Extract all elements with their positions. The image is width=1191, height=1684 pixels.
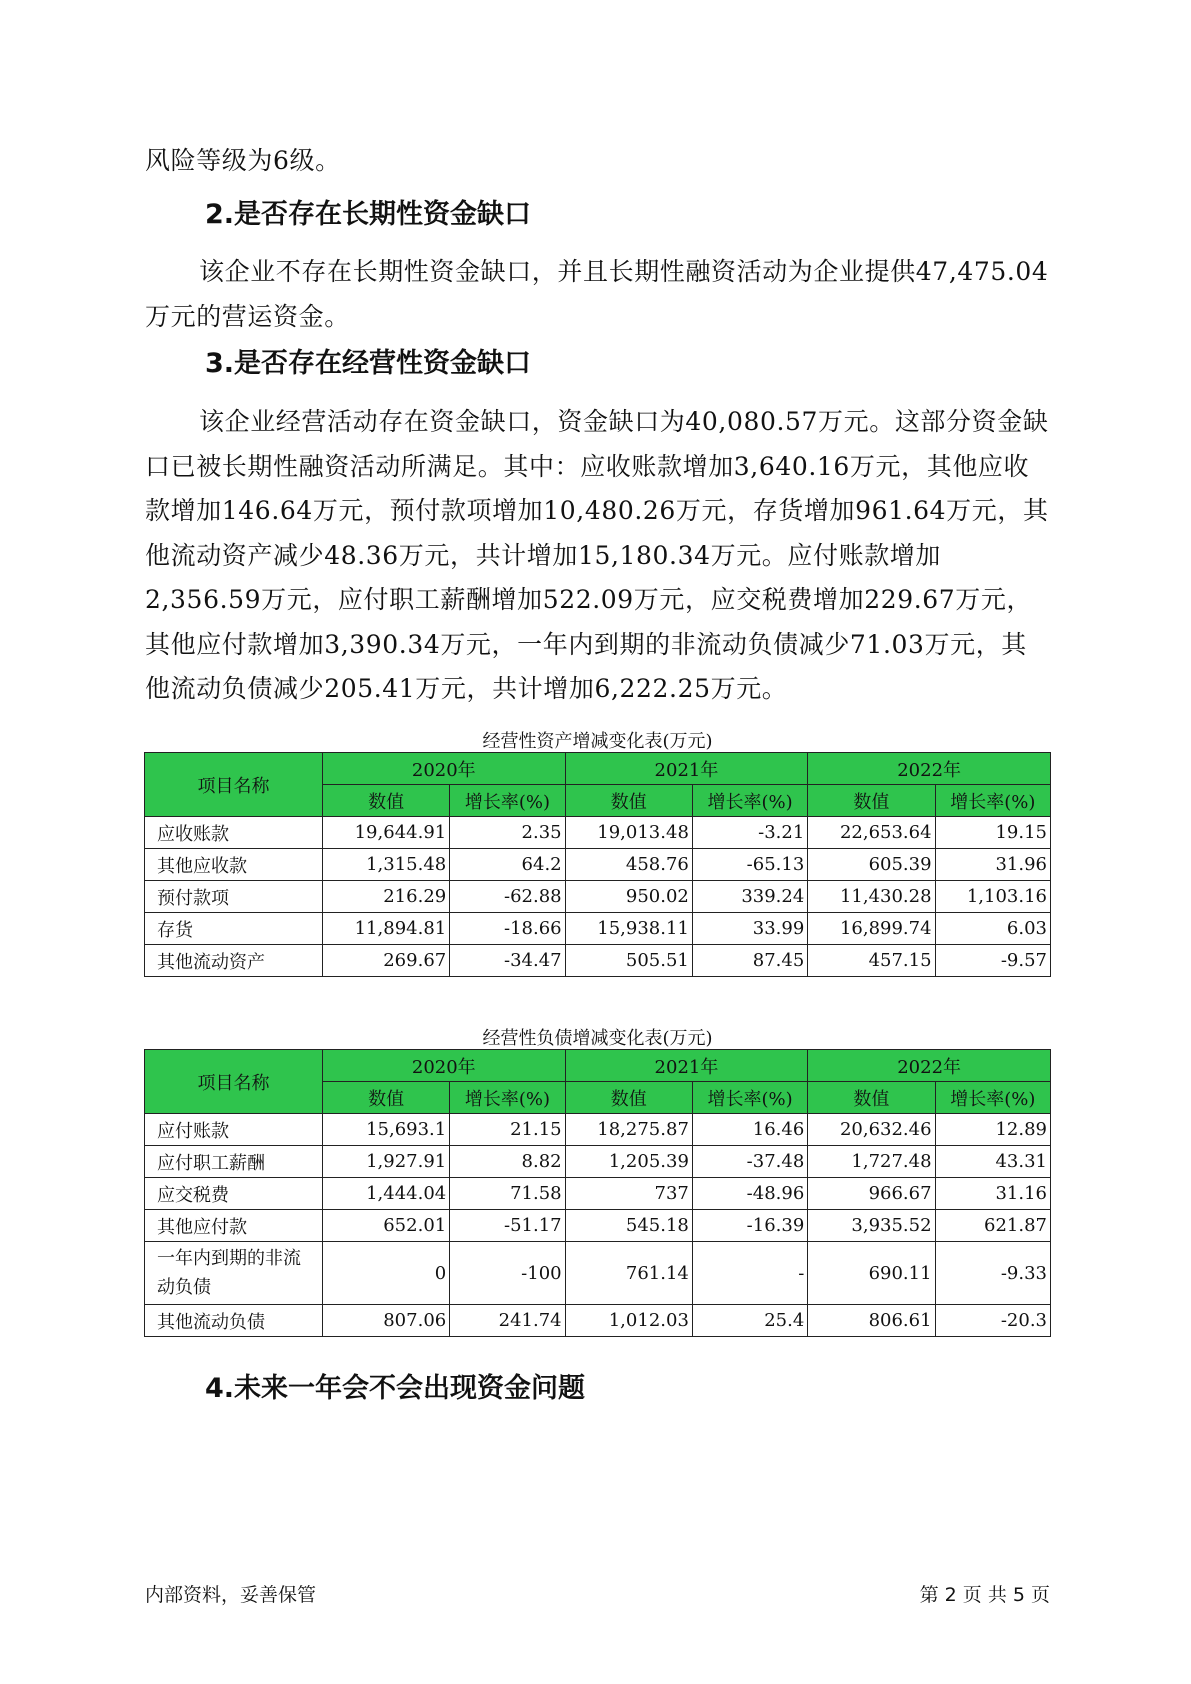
cell-value: 1,012.03	[565, 1305, 692, 1337]
row-item-name: 其他应收款	[145, 849, 323, 881]
cell-growth-rate: 33.99	[692, 913, 807, 945]
table1-caption: 经营性资产增减变化表(万元)	[482, 731, 713, 752]
cell-growth-rate: 31.16	[935, 1178, 1050, 1210]
table-row	[145, 1178, 1051, 1210]
footer-confidential-note: 内部资料，妥善保管	[145, 1584, 317, 1606]
footer-page-number: 第 2 页 共 5 页	[919, 1584, 1050, 1606]
table-row	[145, 817, 1051, 849]
table-row	[145, 849, 1051, 881]
cell-value: 15,693.1	[322, 1114, 449, 1146]
cell-value: 216.29	[322, 881, 449, 913]
cell-growth-rate: -20.3	[935, 1305, 1050, 1337]
cell-growth-rate: -3.21	[692, 817, 807, 849]
header-growth-rate: 增长率(%)	[935, 1082, 1050, 1114]
header-value: 数值	[322, 785, 449, 817]
cell-growth-rate: -9.57	[935, 945, 1050, 977]
paragraph-operating-gap: 该企业经营活动存在资金缺口，资金缺口为40,080.57万元。这部分资金缺口已被长期性融资活动所满足。其中：应收账款增加3,640.16万元，其他应收款增加146.64万元，预付款项增加10,480.26万元，存货增加961.64万元，其他流动资产减少48.36万元，共计增加15,180.34万元。应付账款增加2,356.59万元，应付职工薪酬增加522.09万元，应交税费增加229.67万元，其他应付款增加3,390.34万元，一年内到期的非流动负债减少71.03万元，其他流动负债减少205.41万元，共计增加6,222.25万元。	[145, 407, 1049, 703]
asset-change-table	[144, 752, 1051, 977]
cell-growth-rate: 8.82	[450, 1146, 565, 1178]
header-year: 2020年	[322, 753, 565, 785]
cell-growth-rate: -62.88	[450, 881, 565, 913]
cell-value: 966.67	[808, 1178, 935, 1210]
cell-value: 19,644.91	[322, 817, 449, 849]
cell-growth-rate: -100	[450, 1242, 565, 1305]
cell-value: 1,727.48	[808, 1146, 935, 1178]
cell-growth-rate: 6.03	[935, 913, 1050, 945]
table-row	[145, 1114, 1051, 1146]
header-item-name: 项目名称	[145, 753, 323, 817]
cell-growth-rate: -9.33	[935, 1242, 1050, 1305]
cell-growth-rate: -65.13	[692, 849, 807, 881]
cell-value: 16,899.74	[808, 913, 935, 945]
cell-value: 18,275.87	[565, 1114, 692, 1146]
cell-value: 806.61	[808, 1305, 935, 1337]
cell-growth-rate: 21.15	[450, 1114, 565, 1146]
cell-value: 505.51	[565, 945, 692, 977]
header-growth-rate: 增长率(%)	[692, 1082, 807, 1114]
table2-caption: 经营性负债增减变化表(万元)	[482, 1028, 713, 1049]
row-item-name: 应付账款	[145, 1114, 323, 1146]
header-year: 2020年	[322, 1050, 565, 1082]
cell-growth-rate: 71.58	[450, 1178, 565, 1210]
cell-growth-rate: -51.17	[450, 1210, 565, 1242]
header-item-name: 项目名称	[145, 1050, 323, 1114]
cell-growth-rate: -37.48	[692, 1146, 807, 1178]
cell-value: 15,938.11	[565, 913, 692, 945]
cell-value: 737	[565, 1178, 692, 1210]
liability-change-table	[144, 1049, 1051, 1337]
header-year: 2022年	[808, 1050, 1051, 1082]
cell-growth-rate: -34.47	[450, 945, 565, 977]
cell-growth-rate: 241.74	[450, 1305, 565, 1337]
cell-growth-rate: -	[692, 1242, 807, 1305]
cell-growth-rate: -16.39	[692, 1210, 807, 1242]
cell-value: 11,894.81	[322, 913, 449, 945]
cell-growth-rate: 339.24	[692, 881, 807, 913]
row-item-name: 一年内到期的非流动负债	[145, 1242, 323, 1305]
cell-growth-rate: -48.96	[692, 1178, 807, 1210]
cell-value: 269.67	[322, 945, 449, 977]
cell-value: 1,444.04	[322, 1178, 449, 1210]
header-value: 数值	[808, 1082, 935, 1114]
row-item-name: 其他应付款	[145, 1210, 323, 1242]
header-growth-rate: 增长率(%)	[450, 1082, 565, 1114]
cell-value: 1,927.91	[322, 1146, 449, 1178]
cell-value: 457.15	[808, 945, 935, 977]
cell-growth-rate: 621.87	[935, 1210, 1050, 1242]
cell-value: 761.14	[565, 1242, 692, 1305]
cell-value: 22,653.64	[808, 817, 935, 849]
header-year: 2021年	[565, 1050, 808, 1082]
cell-value: 605.39	[808, 849, 935, 881]
header-value: 数值	[565, 1082, 692, 1114]
cell-growth-rate: -18.66	[450, 913, 565, 945]
table-row	[145, 1242, 1051, 1305]
cell-growth-rate: 25.4	[692, 1305, 807, 1337]
heading-future-funding: 4.未来一年会不会出现资金问题	[205, 1373, 586, 1404]
header-year: 2021年	[565, 753, 808, 785]
row-item-name: 应收账款	[145, 817, 323, 849]
paragraph-long-term-gap: 该企业不存在长期性资金缺口，并且长期性融资活动为企业提供47,475.04万元的营运资金。	[145, 257, 1049, 331]
cell-growth-rate: 12.89	[935, 1114, 1050, 1146]
cell-growth-rate: 31.96	[935, 849, 1050, 881]
cell-value: 3,935.52	[808, 1210, 935, 1242]
cell-growth-rate: 19.15	[935, 817, 1050, 849]
row-item-name: 其他流动负债	[145, 1305, 323, 1337]
cell-value: 458.76	[565, 849, 692, 881]
header-growth-rate: 增长率(%)	[692, 785, 807, 817]
table-row	[145, 1146, 1051, 1178]
row-item-name: 其他流动资产	[145, 945, 323, 977]
cell-value: 20,632.46	[808, 1114, 935, 1146]
heading-long-term-gap: 2.是否存在长期性资金缺口	[205, 199, 532, 230]
row-item-name: 应付职工薪酬	[145, 1146, 323, 1178]
cell-value: 545.18	[565, 1210, 692, 1242]
table-row	[145, 913, 1051, 945]
cell-growth-rate: 64.2	[450, 849, 565, 881]
table-row	[145, 881, 1051, 913]
cell-value: 652.01	[322, 1210, 449, 1242]
table-row	[145, 1210, 1051, 1242]
row-item-name: 存货	[145, 913, 323, 945]
header-value: 数值	[565, 785, 692, 817]
header-growth-rate: 增长率(%)	[935, 785, 1050, 817]
cell-growth-rate: 87.45	[692, 945, 807, 977]
cell-value: 19,013.48	[565, 817, 692, 849]
table-row	[145, 945, 1051, 977]
cell-value: 1,205.39	[565, 1146, 692, 1178]
header-value: 数值	[322, 1082, 449, 1114]
cell-value: 11,430.28	[808, 881, 935, 913]
cell-value: 690.11	[808, 1242, 935, 1305]
cell-growth-rate: 2.35	[450, 817, 565, 849]
cell-value: 1,315.48	[322, 849, 449, 881]
header-value: 数值	[808, 785, 935, 817]
cell-value: 0	[322, 1242, 449, 1305]
cell-growth-rate: 43.31	[935, 1146, 1050, 1178]
row-item-name: 预付款项	[145, 881, 323, 913]
cell-growth-rate: 16.46	[692, 1114, 807, 1146]
header-growth-rate: 增长率(%)	[450, 785, 565, 817]
heading-operating-gap: 3.是否存在经营性资金缺口	[205, 348, 532, 379]
row-item-name: 应交税费	[145, 1178, 323, 1210]
table-row	[145, 1305, 1051, 1337]
cell-growth-rate: 1,103.16	[935, 881, 1050, 913]
header-year: 2022年	[808, 753, 1051, 785]
cell-value: 807.06	[322, 1305, 449, 1337]
paragraph-risk-level: 风险等级为6级。	[145, 146, 341, 175]
cell-value: 950.02	[565, 881, 692, 913]
